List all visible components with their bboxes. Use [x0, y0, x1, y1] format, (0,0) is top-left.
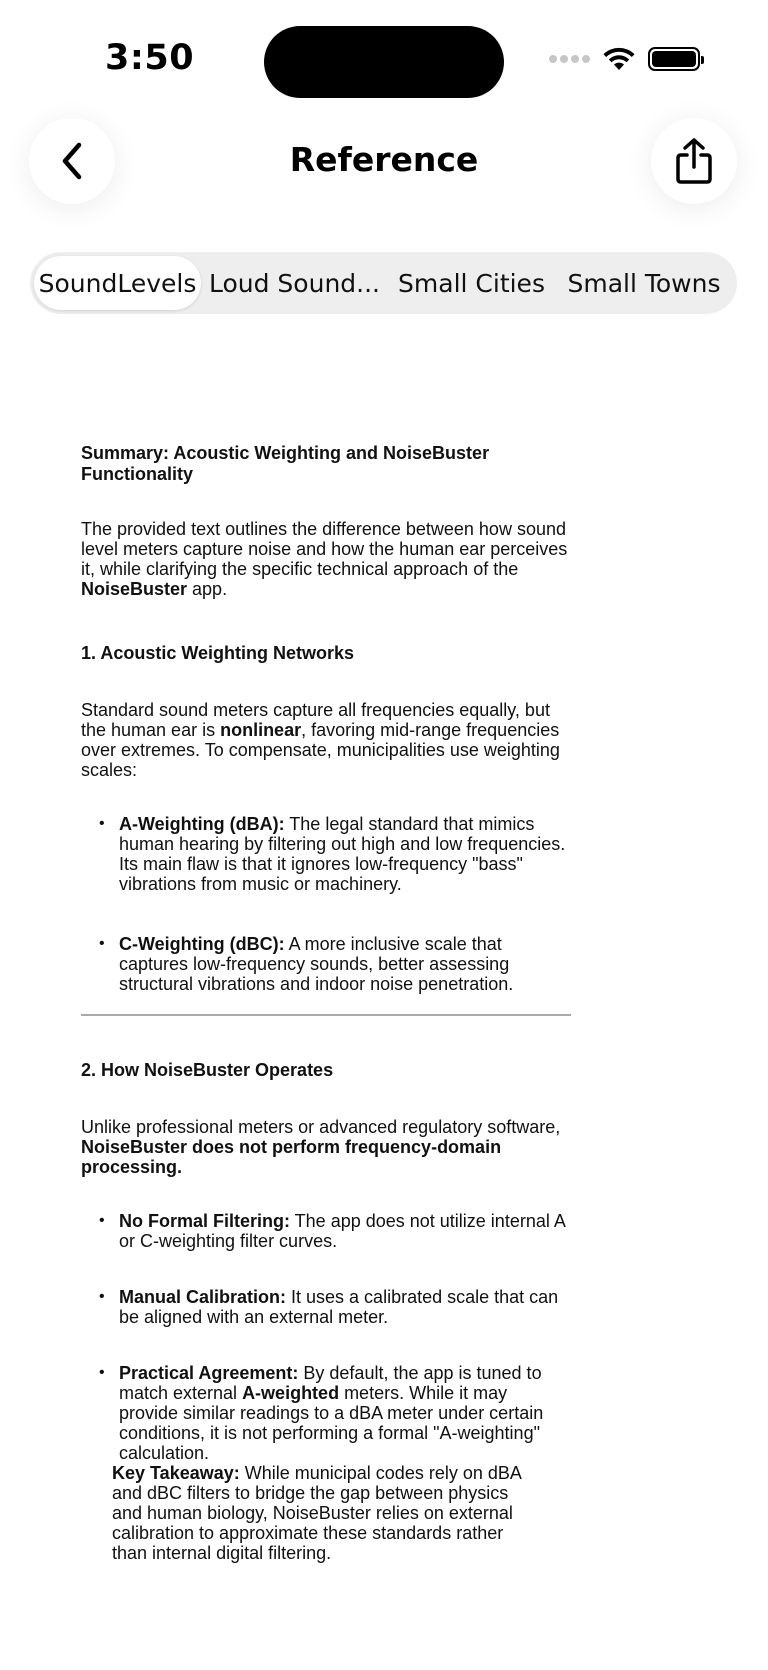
battery-icon	[648, 47, 700, 71]
category-tabs	[30, 252, 737, 314]
reference-article	[81, 443, 571, 1563]
tab-small-towns[interactable]: Small Towns	[567, 268, 721, 298]
section-1-heading: 1. Acoustic Weighting Networks	[81, 643, 355, 663]
share-icon	[674, 137, 714, 185]
page-title: Reference	[289, 140, 479, 179]
intro-paragraph: The provided text outlines the difference between how sound level meters capture noise and how the human ear perceives it, while clarifying the specific technical approach of the NoiseBuster app.	[81, 519, 568, 599]
section-2-paragraph: Unlike professional meters or advanced regulatory software, NoiseBuster does not perform frequency-domain processing.	[81, 1117, 561, 1177]
cellular-signal-icon	[549, 55, 590, 63]
status-indicators	[549, 46, 700, 72]
tab-soundlevels[interactable]: SoundLevels	[34, 256, 201, 310]
tab-small-cities[interactable]: Small Cities	[398, 268, 545, 298]
list-item: • Manual Calibration: It uses a calibrated scale that can be aligned with an external meter.	[119, 1287, 571, 1327]
summary-heading: Summary: Acoustic Weighting and NoiseBuster Functionality	[81, 443, 490, 484]
share-button[interactable]	[651, 118, 737, 204]
list-item: • A-Weighting (dBA): The legal standard that mimics human hearing by filtering out high and low frequencies. Its main flaw is that it ignores low-frequency "bass" vibrations from music or machinery.	[119, 814, 571, 894]
wifi-icon	[602, 46, 636, 72]
tab-loud-sounds[interactable]: Loud Sound...	[208, 268, 380, 298]
dynamic-island	[264, 26, 504, 98]
list-item: • C-Weighting (dBC): A more inclusive scale that captures low-frequency sounds, better assessing structural vibrations and indoor noise penetration.	[119, 934, 571, 994]
status-time: 3:50	[105, 38, 195, 78]
operation-list	[81, 1211, 571, 1463]
nav-bar	[0, 110, 768, 214]
section-divider	[81, 1014, 571, 1016]
list-item: • No Formal Filtering: The app does not utilize internal A or C-weighting filter curves.	[119, 1211, 571, 1251]
section-1-paragraph: Standard sound meters capture all frequencies equally, but the human ear is nonlinear, favoring mid-range frequencies over extremes. To compensate, municipalities use weighting scales:	[81, 700, 560, 780]
key-takeaway: Key Takeaway: While municipal codes rely on dBA and dBC filters to bridge the gap between physics and human biology, NoiseBuster relies on external calibration to approximate these standards rather than internal digital filtering.	[112, 1463, 521, 1563]
section-2-heading: 2. How NoiseBuster Operates	[81, 1060, 334, 1080]
weighting-list	[81, 814, 571, 994]
list-item: • Practical Agreement: By default, the app is tuned to match external A-weighted meters. While it may provide similar readings to a dBA meter under certain conditions, it is not performing a formal "A-weighting" calculation.	[119, 1363, 571, 1463]
status-bar	[0, 0, 768, 100]
